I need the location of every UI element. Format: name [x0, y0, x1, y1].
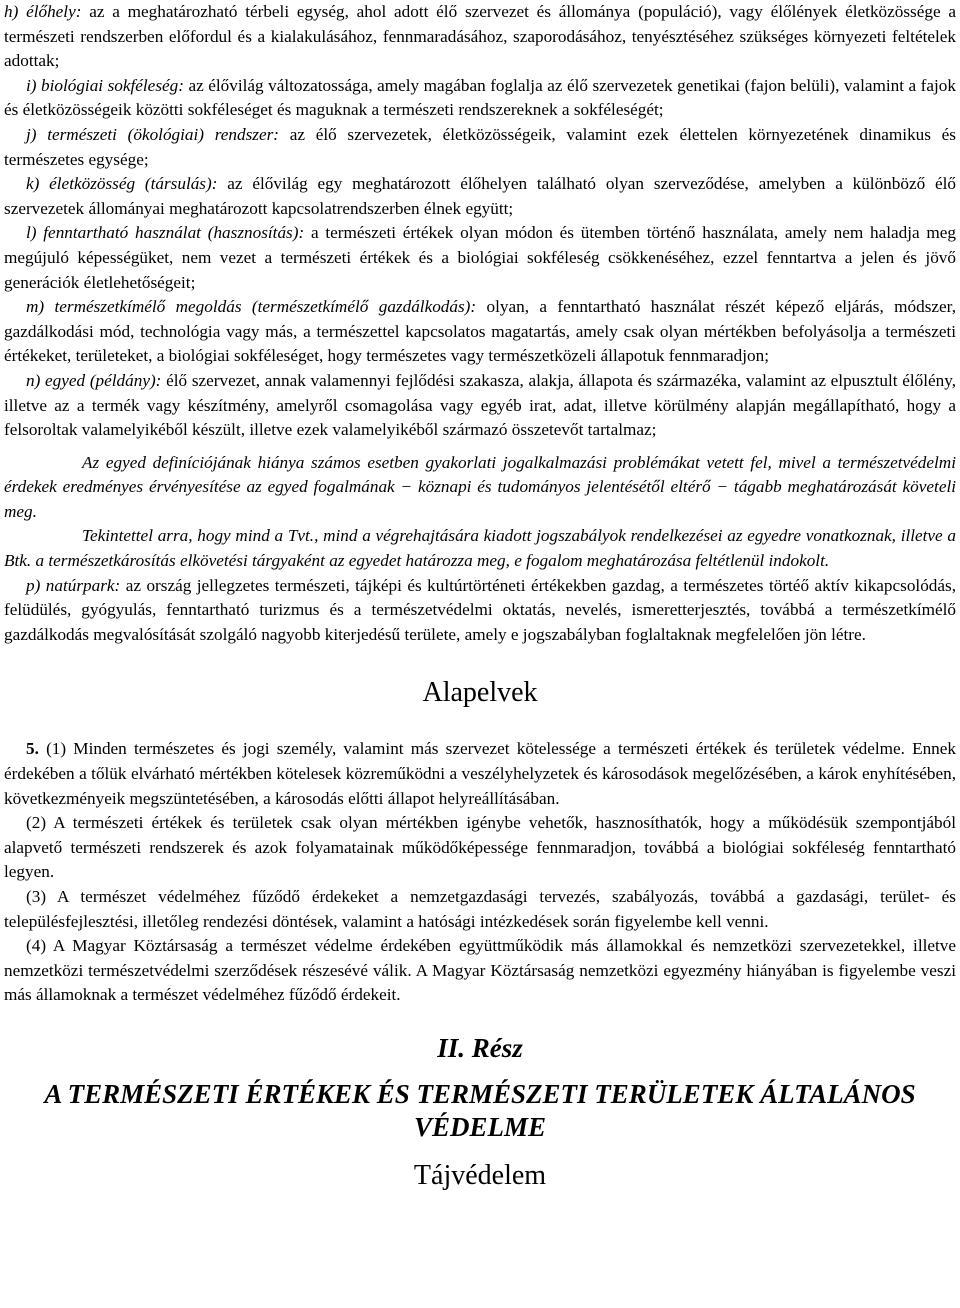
term-label: p) natúrpark:	[26, 575, 121, 595]
section-5-paragraph-2: (2) A természeti értékek és területek csak olyan mértékben igénybe vehetők, hasznosíthatók, hogy a működésük szempontjából alapvető természeti rendszerek és azok folyamatainak működőképessége fennmaradjon, továbbá a biológiai sokféleség fenntartható legyen.	[4, 813, 956, 882]
definition-h	[4, 0, 956, 74]
term-label: j) természeti (ökológiai) rendszer:	[26, 124, 280, 144]
section-5-paragraph-3: (3) A természet védelméhez fűződő érdekeket a nemzetgazdasági tervezés, szabályozás, továbbá a gazdasági, terület- és településfejlesztési, illetőleg rendezési döntések, valamint a hatósági intézkedések során figyelembe kell venni.	[4, 887, 956, 931]
part-number: II. Rész	[437, 1032, 523, 1063]
definition-l	[4, 221, 956, 295]
section-5-paragraph-4: (4) A Magyar Köztársaság a természet védelme érdekében együttműködik más államokkal és nemzetközi szervezetekkel, illetve nemzetközi természetvédelmi szerződések részesévé válik. A Magyar Köztársaság nemzetközi egyezmény hiányában is figyelembe veszi más államoknak a természet védelméhez fűződő érdekeit.	[4, 936, 956, 1005]
term-label: m) természetkímélő megoldás (természetkímélő gazdálkodás):	[26, 297, 477, 317]
definition-p	[4, 574, 956, 648]
section-number: 5.	[26, 739, 39, 759]
term-label: h) élőhely:	[4, 2, 82, 21]
definition-m	[4, 295, 956, 369]
section-5-paragraph-1	[4, 737, 956, 811]
definition-i	[4, 74, 956, 123]
subheading: Tájvédelem	[413, 1159, 547, 1191]
term-label: l) fenntartható használat (hasznosítás):	[26, 223, 305, 243]
definition-text: az élővilág egy meghatározott élőhelyen található olyan szerveződése, amelyben a különböző élő szervezetek állományai meghatározott kapcsolatrendszerben élnek együtt;	[4, 174, 956, 218]
paragraph-text: (1) Minden természetes és jogi személy, valamint más szervezet kötelessége a természeti értékek és területek védelme. Ennek érdekében a tőlük elvárható mértékben kötelesek közreműködni a veszélyhelyzetek és károsodások megelőzésében, a károk enyhítésében, következményeik megszüntetésében, a károsodás előtti állapot helyreállításában.	[4, 739, 956, 808]
commentary-note-2: Tekintettel arra, hogy mind a Tvt., mind a végrehajtására kiadott jogszabályok rendelkezései az egyedre vonatkoznak, illetve a Btk. a természetkárosítás elkövetési tárgyaként az egyedet határozza meg, e fogalom meghatározása feltétlenül indokolt.	[4, 526, 956, 571]
definition-j	[4, 123, 956, 172]
term-label: i) biológiai sokféleség:	[26, 75, 184, 95]
term-label: n) egyed (példány):	[26, 370, 162, 390]
definition-text: olyan, a fenntartható használat részét képező eljárás, módszer, gazdálkodási mód, technológia vagy más, a természettel kapcsolatos magatartás, amely csak olyan mértékben befolyásolja a természeti értékeket, területeket, a biológiai sokféleséget, hogy természetes vagy természetközeli állapotuk fennmaradjon;	[4, 297, 956, 366]
term-label: k) életközösség (társulás):	[26, 174, 218, 194]
definition-text: az a meghatározható térbeli egység, ahol adott élő szervezet és állománya (populáció), vagy élőlények életközössége a természeti rendszerben előfordul és a kialakulásához, fennmaradásához, szaporodásához, tenyésztéséhez szükséges környezeti feltételek adottak;	[4, 2, 957, 71]
definition-text: az élő szervezetek, életközösségeik, valamint ezek élettelen környezetének dinamikus és természetes egysége;	[4, 124, 956, 169]
definition-k	[4, 172, 956, 221]
definition-n	[4, 369, 956, 443]
definition-text: a természeti értékek olyan módon és ütemben történő használata, amely nem haladja meg megújuló képességüket, nem vezet a természeti értékek és a biológiai sokféleség csökkenéséhez, ezzel fenntartva a jelen és jövő generációk életlehetőségeit;	[4, 223, 956, 292]
section-heading: Alapelvek	[422, 677, 538, 709]
part-title: A TERMÉSZETI ÉRTÉKEK ÉS TERMÉSZETI TERÜLETEK ÁLTALÁNOS VÉDELME	[44, 1078, 916, 1142]
commentary-note-1: Az egyed definíciójának hiánya számos esetben gyakorlati jogalkalmazási problémákat vetett fel, mivel a természetvédelmi érdekek eredményes érvényesítése az egyed fogalmának − köznapi és tudományos jelentésétől eltérő − tágabb meghatározását követeli meg.	[4, 452, 956, 521]
definition-text: élő szervezet, annak valamennyi fejlődési szakasza, alakja, állapota és származéka, valamint az elpusztult élőlény, illetve az a termék vagy készítmény, amelyről csomagolása vagy egyéb irat, adat, illetve körülmény alapján megállapítható, hogy a felsoroltak valamelyikéből készült, illetve ezek valamelyikéből származó összetevőt tartalmaz;	[4, 370, 956, 440]
definition-text: az ország jellegzetes természeti, tájképi és kultúrtörténeti értékekben gazdag, a természetes törtéő aktív kikapcsolódás, felüdülés, gyógyulás, fenntartható turizmus és a természetvédelmi oktatás, nevelés, ismeretterjesztés, továbbá a természetkímélő gazdálkodás megvalósítását szolgáló nagyobb kiterjedésű területe, amely e jogszabályban foglaltaknak megfelelően jön létre.	[4, 575, 957, 644]
definition-text: az élővilág változatossága, amely magában foglalja az élő szervezetek genetikai (fajon belüli), valamint a fajok és életközösségeik közötti sokféleséget és maguknak a természeti rendszereknek a sokféleségét;	[4, 75, 956, 120]
